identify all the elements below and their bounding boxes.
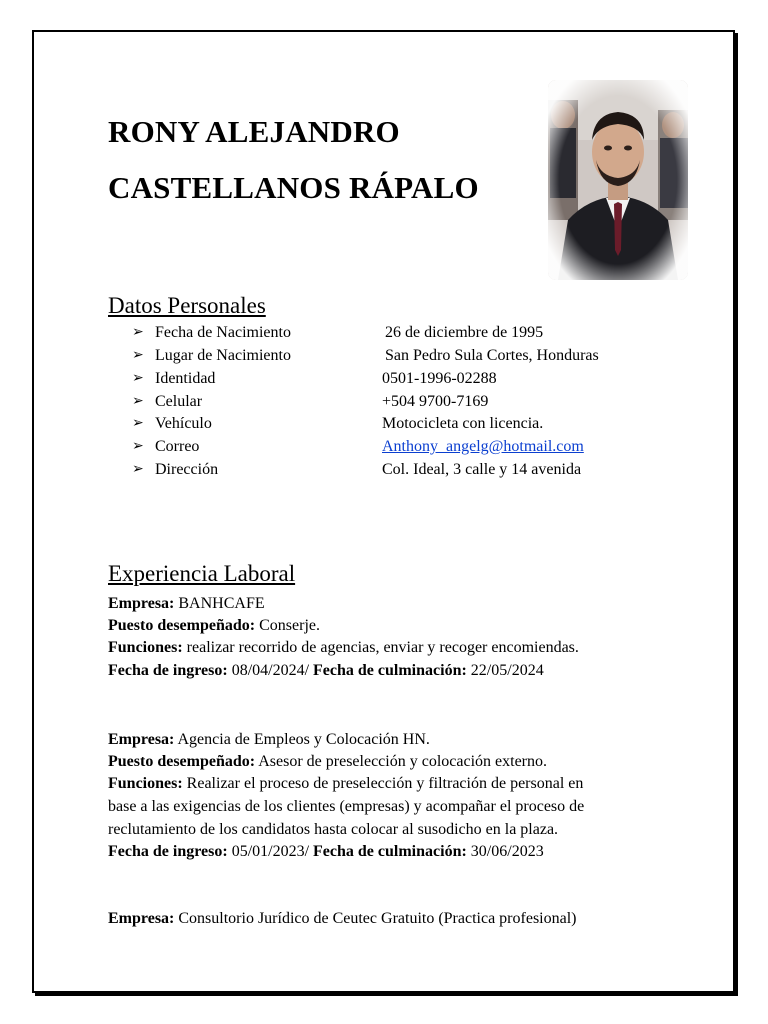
empresa-label: Empresa: [108, 595, 175, 612]
puesto-label: Puesto desempeñado: [108, 617, 256, 634]
job-2-funciones [108, 773, 583, 795]
puesto-value: Conserje. [259, 617, 320, 634]
empresa-value: Consultorio Jurídico de Ceutec Gratuito (Practica profesional) [178, 910, 577, 927]
puesto-value: Asesor de preselección y colocación externo. [258, 753, 547, 770]
funciones-label: Funciones: [108, 775, 183, 792]
job-2-funciones-cont: reclutamiento de los candidatos hasta colocar al susodicho en la plaza. [108, 821, 559, 838]
culminacion-label: Fecha de culminación: [313, 843, 467, 860]
personal-label: Dirección [155, 461, 219, 478]
empresa-label: Empresa: [108, 910, 175, 927]
culminacion-value: 22/05/2024 [470, 662, 544, 679]
personal-label: Fecha de Nacimiento [155, 324, 291, 341]
arrow-bullet-icon: ➢ [132, 348, 144, 363]
job-1-puesto [108, 615, 320, 637]
arrow-bullet-icon: ➢ [132, 371, 144, 386]
job-1-fechas [108, 660, 544, 682]
job-2-fechas [108, 841, 544, 863]
arrow-bullet-icon: ➢ [132, 439, 144, 454]
name-line-1: RONY ALEJANDRO [108, 114, 400, 149]
job-1-empresa [108, 593, 265, 615]
profile-photo [548, 80, 688, 280]
empresa-value: Agencia de Empleos y Colocación HN. [177, 731, 430, 748]
email-link[interactable]: Anthony_angelg@hotmail.com [382, 438, 584, 455]
empresa-value: BANHCAFE [178, 595, 265, 612]
funciones-value: realizar recorrido de agencias, enviar y recoger encomiendas. [186, 639, 579, 656]
arrow-bullet-icon: ➢ [132, 462, 144, 477]
arrow-bullet-icon: ➢ [132, 394, 144, 409]
ingreso-label: Fecha de ingreso: [108, 662, 228, 679]
arrow-bullet-icon: ➢ [132, 416, 144, 431]
name-line-2: CASTELLANOS RÁPALO [108, 170, 479, 205]
personal-label: Vehículo [155, 415, 212, 432]
personal-label: Lugar de Nacimiento [155, 347, 291, 364]
personal-value: San Pedro Sula Cortes, Honduras [385, 347, 599, 364]
job-3-empresa [108, 908, 576, 930]
profile-photo-illustration [548, 80, 688, 280]
personal-value: Motocicleta con licencia. [382, 415, 544, 432]
ingreso-value: 05/01/2023/ [231, 843, 310, 860]
personal-label: Correo [155, 438, 200, 455]
empresa-label: Empresa: [108, 731, 175, 748]
ingreso-label: Fecha de ingreso: [108, 843, 228, 860]
culminacion-label: Fecha de culminación: [313, 662, 467, 679]
job-2-funciones-cont: base a las exigencias de los clientes (empresas) y acompañar el proceso de [108, 798, 585, 815]
section-title-experience: Experiencia Laboral [108, 561, 296, 586]
personal-value: 26 de diciembre de 1995 [385, 324, 544, 341]
ingreso-value: 08/04/2024/ [231, 662, 310, 679]
personal-value: +504 9700-7169 [382, 393, 489, 410]
puesto-label: Puesto desempeñado: [108, 753, 256, 770]
arrow-bullet-icon: ➢ [132, 325, 144, 340]
job-2-empresa [108, 729, 430, 751]
funciones-value: Realizar el proceso de preselección y filtración de personal en [186, 775, 584, 792]
job-1-funciones [108, 637, 579, 659]
personal-label: Celular [155, 393, 203, 410]
section-title-personal: Datos Personales [108, 293, 266, 318]
job-2-puesto [108, 751, 547, 773]
personal-label: Identidad [155, 370, 216, 387]
personal-value: Col. Ideal, 3 calle y 14 avenida [382, 461, 582, 478]
funciones-label: Funciones: [108, 639, 183, 656]
personal-value: 0501-1996-02288 [382, 370, 497, 387]
culminacion-value: 30/06/2023 [470, 843, 544, 860]
